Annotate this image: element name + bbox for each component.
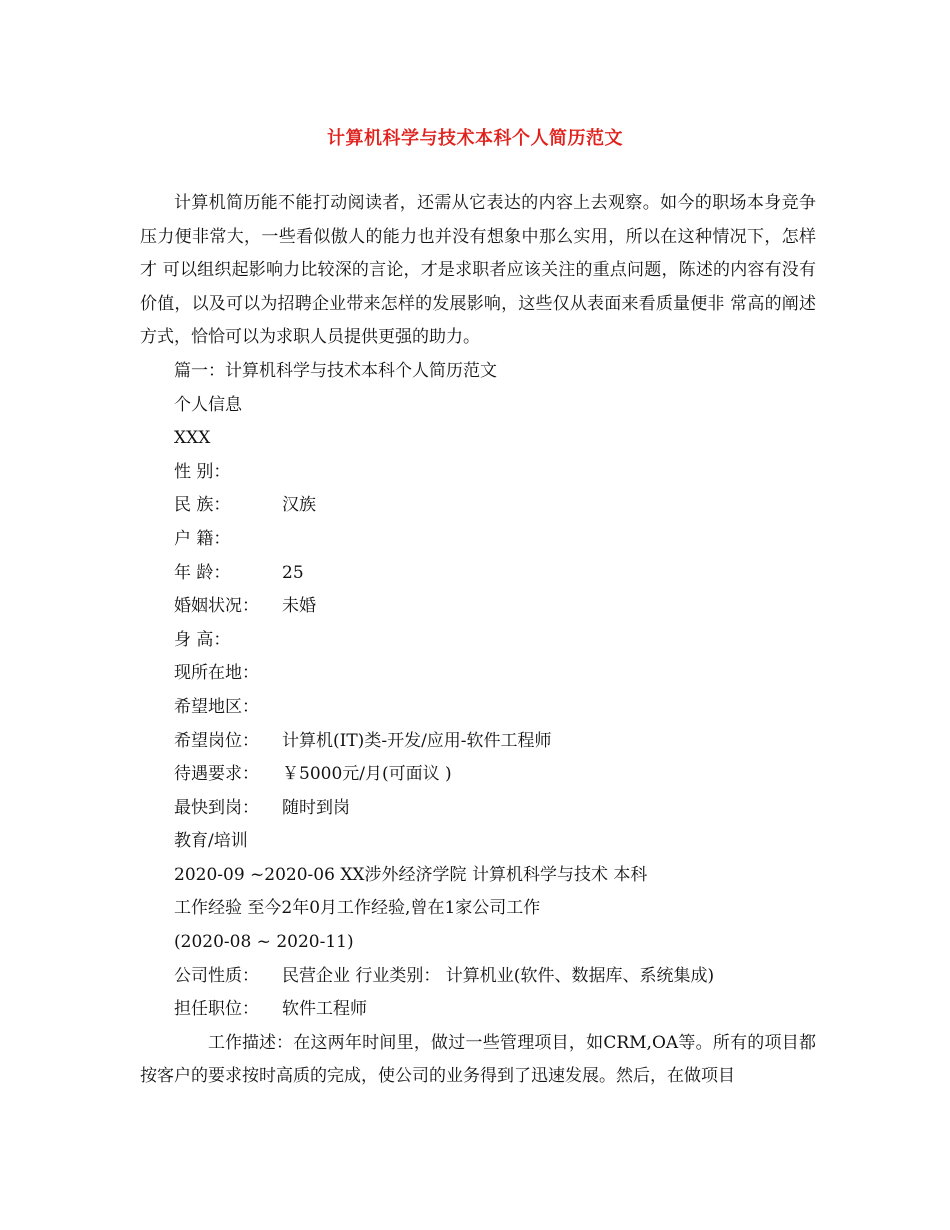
- location-row: [140, 657, 816, 691]
- salary-value: ￥5000元/月(可面议 ): [282, 764, 452, 785]
- company-nature-row: [140, 960, 816, 994]
- height-label: 身 高：: [174, 629, 231, 650]
- marital-label: 婚姻状况：: [174, 596, 259, 617]
- gender-label: 性 别：: [174, 461, 231, 482]
- age-value: 25: [282, 562, 304, 583]
- experience-period: (2020-08 ~ 2020-11): [174, 932, 354, 953]
- education-heading: 教育/培训: [174, 831, 248, 852]
- salary-row: [140, 758, 816, 792]
- location-label: 现所在地：: [174, 663, 259, 684]
- education-entry: 2020-09 ~2020-06 XX涉外经济学院 计算机科学与技术 本科: [174, 864, 648, 885]
- job-desc-label: 工作描述：: [208, 1032, 293, 1053]
- company-nature-label: 公司性质：: [174, 965, 259, 986]
- desired-position-value: 计算机(IT)类-开发/应用-软件工程师: [282, 730, 552, 751]
- availability-value: 随时到岗: [282, 797, 350, 818]
- desired-region-row: [140, 691, 816, 725]
- job-title-label: 担任职位：: [174, 999, 259, 1020]
- ethnicity-row: [140, 489, 816, 523]
- availability-label: 最快到岗：: [174, 797, 259, 818]
- experience-summary: 工作经验 至今2年0月工作经验,曾在1家公司工作: [174, 898, 541, 919]
- section-heading: 篇一：计算机科学与技术本科个人简历范文: [174, 360, 497, 381]
- age-row: [140, 557, 816, 591]
- marital-row: [140, 590, 816, 624]
- height-row: [140, 624, 816, 658]
- job-title-value: 软件工程师: [282, 999, 367, 1020]
- name-line: XXX: [174, 428, 211, 449]
- desired-position-label: 希望岗位：: [174, 730, 259, 751]
- personal-info-heading: 个人信息: [174, 394, 242, 415]
- availability-row: [140, 792, 816, 826]
- ethnicity-value: 汉族: [282, 495, 316, 516]
- document-title: 计算机科学与技术本科个人简历范文: [327, 128, 623, 149]
- job-title-row: [140, 993, 816, 1027]
- hukou-label: 户 籍：: [174, 528, 231, 549]
- document-body: [140, 187, 816, 1094]
- marital-value: 未婚: [282, 596, 316, 617]
- age-label: 年 龄：: [174, 562, 231, 583]
- gender-row: [140, 456, 816, 490]
- ethnicity-label: 民 族：: [174, 495, 231, 516]
- hukou-row: [140, 523, 816, 557]
- company-nature-value: 民营企业 行业类别： 计算机业(软件、数据库、系统集成): [282, 965, 715, 986]
- job-desc-value: 在这两年时间里，做过一些管理项目，如CRM,OA等。所有的项目都按客户的要求按时高质的完成，使公司的业务得到了迅速发展。然后，在做项目: [140, 1032, 816, 1087]
- desired-region-label: 希望地区：: [174, 696, 259, 717]
- intro-paragraph: 计算机简历能不能打动阅读者，还需从它表达的内容上去观察。如今的职场本身竞争压力便非常大，一些看似傲人的能力也并没有想象中那么实用，所以在这种情况下，怎样才 可以组织起影响力比较深的言论，才是求职者应该关注的重点问题，陈述的内容有没有价值，以及可以为招聘企业带来怎样的发展影响，这些仅从表面来看质量便非 常高的阐述方式，恰恰可以为求职人员提供更强的助力。: [140, 193, 816, 348]
- salary-label: 待遇要求：: [174, 764, 259, 785]
- desired-position-row: [140, 725, 816, 759]
- job-description-paragraph: [140, 1027, 816, 1094]
